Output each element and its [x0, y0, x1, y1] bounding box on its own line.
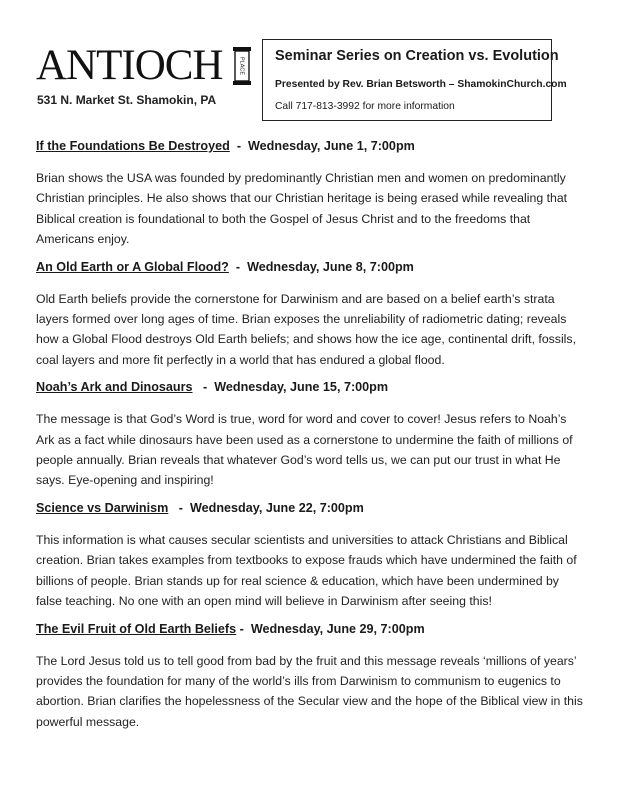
seminar-section: [36, 621, 584, 733]
logo-wordmark: ANTIOCH: [36, 42, 223, 89]
seminar-title: Science vs Darwinism: [36, 500, 169, 515]
seminar-heading: [36, 259, 584, 275]
seminar-heading: [36, 500, 584, 516]
church-address: 531 N. Market St. Shamokin, PA: [37, 93, 217, 107]
seminar-date: - Wednesday, June 15, 7:00pm: [192, 380, 389, 395]
seminar-section: [36, 379, 584, 491]
logo-place-column-icon: [232, 46, 252, 86]
seminar-date: - Wednesday, June 1, 7:00pm: [229, 139, 415, 153]
contact-line: Call 717-813-3992 for more information: [275, 101, 455, 112]
seminar-description: Brian shows the USA was founded by predominantly Christian men and women on predominantly Christian principles. He also shows that our Christian heritage is being erased while revealing that Biblical creation is foundational to both the Gospel of Jesus Christ and to the freedoms that Americans enjoy.: [36, 171, 568, 247]
seminar-info-box: [262, 39, 567, 121]
seminar-heading: [36, 379, 584, 395]
seminar-date: - Wednesday, June 22, 7:00pm: [168, 500, 364, 515]
logo-place-text: PLACE: [238, 56, 245, 76]
seminar-title: An Old Earth or A Global Flood?: [36, 259, 229, 274]
seminar-title: If the Foundations Be Destroyed: [36, 139, 230, 153]
seminar-section: [36, 259, 584, 371]
seminar-section: [36, 138, 584, 250]
seminar-description: The Lord Jesus told us to tell good from bad by the fruit and this message reveals ‘millions of years’ provides the foundation for many of the world’s ills from Darwinism to communism to eugenics to abortion. Brian clarifies the hopelessness of the Secular view and the hope of the Biblical view in this powerful message.: [36, 653, 583, 729]
seminar-section: [36, 500, 584, 612]
seminar-title: The Evil Fruit of Old Earth Beliefs: [36, 621, 237, 636]
seminar-date: - Wednesday, June 29, 7:00pm: [236, 621, 425, 636]
presenter-line: Presented by Rev. Brian Betsworth – ShamokinChurch.com: [275, 79, 567, 90]
seminar-list: [36, 138, 584, 741]
seminar-title: Noah’s Ark and Dinosaurs: [36, 380, 193, 395]
seminar-description: This information is what causes secular scientists and universities to attack Christians and Biblical creation. Brian takes examples from textbooks to expose frauds which have undermined the faith of billions of people. Brian stands up for real science & education, which have been undermined by false teaching. No one with an open mind will believe in Darwinism after seeing this!: [36, 532, 577, 609]
seminar-heading: [36, 621, 584, 637]
seminar-series-title: Seminar Series on Creation vs. Evolution: [275, 48, 559, 64]
seminar-description: Old Earth beliefs provide the cornerstone for Darwinism and are based on a belief earth’s strata layers formed over long ages of time. Brian exposes the unreliability of radiometric dating; reveals how a Global Flood destroys Old Earth beliefs; and shows how the ice age, continental drift, fossils, coal layers and more fit perfectly in a world that has endured a global flood.: [36, 291, 576, 367]
seminar-heading: [36, 138, 584, 154]
seminar-description: The message is that God’s Word is true, word for word and cover to cover! Jesus refers to Noah’s Ark as a fact while dinosaurs have been used as a cornerstone to undermine the faith of millions of people annually. Brian reveals that whatever God’s word tells us, we can put our trust in what He says. Eye-opening and inspiring!: [36, 412, 573, 488]
seminar-date: - Wednesday, June 8, 7:00pm: [228, 259, 414, 274]
